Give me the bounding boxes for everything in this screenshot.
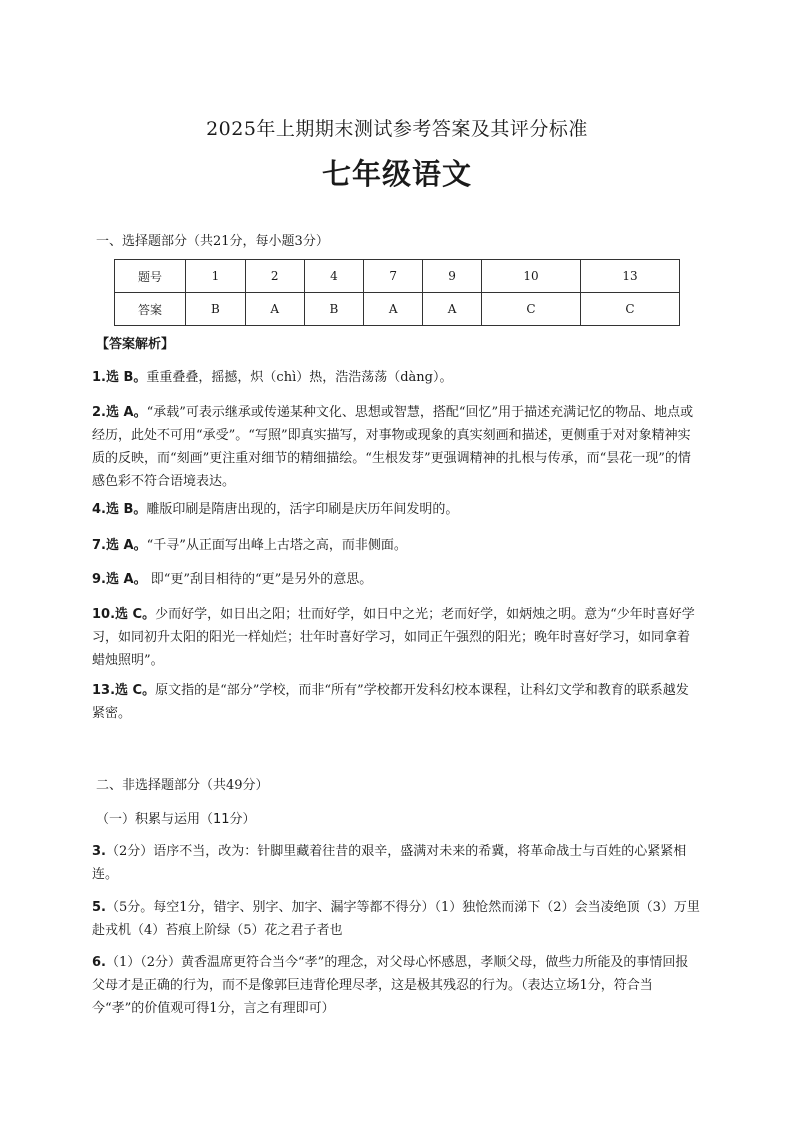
answer-item (92, 951, 700, 1020)
document-subtitle: 七年级语文 (321, 157, 472, 191)
item-number: 3. (92, 844, 106, 859)
item-text: 原文指的是“部分”学校，而非“所有”学校都开发科幻校本课程，让科幻文学和教育的联系越发紧密。 (92, 683, 689, 721)
table-cell: 1 (186, 260, 246, 293)
answer-item (92, 840, 700, 886)
table-cell: A (423, 293, 482, 326)
item-text: 少而好学，如日出之阳；壮而好学，如日中之光；老而好学，如炳烛之明。意为“少年时喜好学习，如同初升太阳的阳光一样灿烂；壮年时喜好学习，如同正午强烈的阳光；晚年时喜好学习，如同拿着蜡烛照明”。 (92, 607, 695, 668)
item-number: 10.选 C。 (92, 607, 156, 622)
item-number: 7.选 A。 (92, 538, 147, 553)
answer-table (114, 259, 680, 326)
item-number: 9.选 A。 (92, 572, 147, 587)
item-number: 6. (92, 955, 106, 970)
table-cell: B (186, 293, 246, 326)
analysis-item (92, 366, 700, 389)
item-text: （5分。每空1分，错字、别字、加字、漏字等都不得分）（1）独怆然而涕下（2）会当凌绝顶（3）万里赴戎机（4）苔痕上阶绿（5）花之君子者也 (92, 900, 700, 938)
item-text: （2分）语序不当，改为：针脚里藏着往昔的艰辛，盛满对未来的希冀，将革命战士与百姓的心紧紧相连。 (92, 844, 687, 882)
analysis-item (92, 603, 700, 672)
item-text: 重重叠叠，摇撼，炽（chì）热，浩浩荡荡（dàng）。 (146, 370, 453, 385)
table-cell: 7 (364, 260, 423, 293)
analysis-item (92, 534, 700, 557)
table-row-label: 答案 (115, 293, 186, 326)
table-cell: A (364, 293, 423, 326)
item-text: “千寻”从正面写出峰上古塔之高，而非侧面。 (146, 538, 407, 553)
item-text: “承载”可表示继承或传递某种文化、思想或智慧，搭配“回忆”用于描述充满记忆的物品、地点或经历，此处不可用“承受”。“写照”即真实描写，对事物或现象的真实刻画和描述，更侧重于对对象精神实质的反映，而“刻画”更注重对细节的精细描绘。“生根发芽”更强调精神的扎根与传承，而“昙花一现”的情感色彩不符合语境表达。 (92, 405, 694, 489)
document-title: 2025年上期期末测试参考答案及其评分标准 (206, 118, 588, 140)
table-cell: B (304, 293, 364, 326)
section-2-heading: 二、非选择题部分（共49分） (96, 778, 269, 793)
analysis-item (92, 498, 700, 521)
answer-item (92, 896, 700, 942)
table-row-label: 题号 (115, 260, 186, 293)
table-cell: 10 (481, 260, 580, 293)
item-number: 4.选 B。 (92, 502, 147, 517)
table-row-numbers (115, 260, 680, 293)
analysis-item (92, 679, 700, 725)
item-number: 2.选 A。 (92, 405, 147, 420)
table-cell: 13 (580, 260, 679, 293)
table-row-answers (115, 293, 680, 326)
item-text: 即“更”刮目相待的“更”是另外的意思。 (146, 572, 373, 587)
subsection-heading: （一）积累与运用（11分） (96, 812, 256, 827)
item-number: 13.选 C。 (92, 683, 156, 698)
table-cell: C (580, 293, 679, 326)
item-number: 5. (92, 900, 106, 915)
analysis-item (92, 401, 700, 493)
analysis-heading: 【答案解析】 (96, 337, 175, 352)
item-text: （1）（2分）黄香温席更符合当今“孝”的理念，对父母心怀感恩，孝顺父母，做些力所能及的事情回报父母才是正确的行为，而不是像郭巨违背伦理尽孝，这是极其残忍的行为。（表达立场1分，符合当今“孝”的价值观可得1分，言之有理即可） (92, 955, 689, 1016)
table-cell: C (481, 293, 580, 326)
table-cell: 4 (304, 260, 364, 293)
table-cell: A (245, 293, 304, 326)
table-cell: 2 (245, 260, 304, 293)
analysis-item (92, 568, 700, 591)
item-number: 1.选 B。 (92, 370, 147, 385)
section-1-heading: 一、选择题部分（共21分，每小题3分） (96, 234, 329, 249)
table-cell: 9 (423, 260, 482, 293)
item-text: 雕版印刷是隋唐出现的，活字印刷是庆历年间发明的。 (146, 502, 459, 517)
